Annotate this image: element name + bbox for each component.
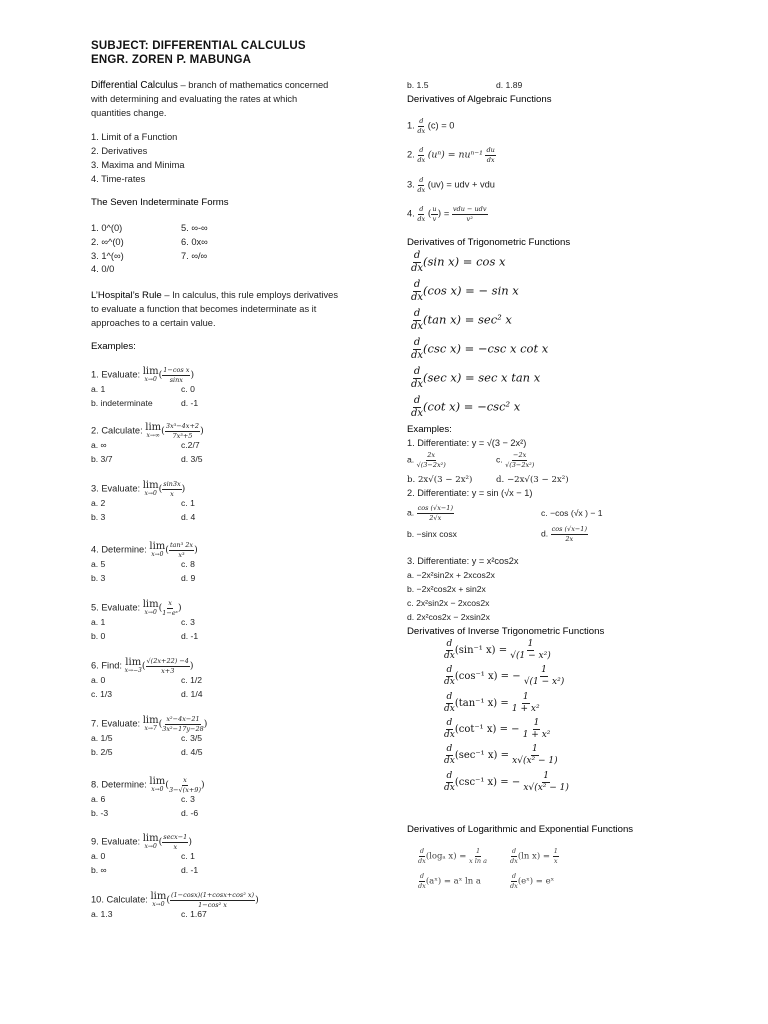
- inverse-formula: [444, 666, 564, 687]
- choice-b: b. indeterminate: [91, 398, 153, 408]
- section-title: Derivatives of Algebraic Functions: [407, 94, 552, 105]
- formula-lhs: (cos⁻¹ x) = −: [454, 671, 521, 682]
- problem-question: 3. Differentiate: y = x²cos2x: [407, 556, 519, 566]
- formula-row: [407, 177, 495, 193]
- choice-b: b. −2x²cos2x + sin2x: [407, 584, 486, 594]
- choice-c: c. 3: [181, 794, 195, 804]
- choice-b: c. 1/3: [91, 689, 113, 699]
- limit-operator: lim x→0: [149, 541, 166, 558]
- choice-a: a. 6: [91, 794, 106, 804]
- ln-formula: $\frac{d}{dx}$ (ln x) = $\frac{1}{x}$: [510, 847, 558, 865]
- formula-number: 3.: [407, 179, 415, 190]
- list-item: 4. 0/0: [91, 264, 115, 274]
- author-name: ENGR. ZOREN P. MABUNGA: [91, 54, 252, 66]
- choice-a: a. 5: [91, 559, 106, 569]
- choice-b: b. 0: [91, 631, 106, 641]
- choice-c: c. $\frac{-2x}{\text{√(3−2x²)}}$: [496, 451, 535, 469]
- choice-a: a. 1: [91, 617, 106, 627]
- choice-c: c. 3: [181, 617, 195, 627]
- d-dx: $\frac{d}{dx}$: [444, 639, 455, 661]
- formula-row: [407, 118, 454, 134]
- problem-label: 4. Determine:: [91, 544, 147, 555]
- formula-rhs: $\frac{1}{\text{x√(x² − 1)}}$: [523, 771, 569, 793]
- d-dx: $\frac{d}{dx}$: [411, 395, 424, 419]
- limit-operator: lim x→7: [142, 715, 159, 732]
- choice-a: a. 1: [91, 384, 106, 394]
- problem-label: 9. Evaluate:: [91, 836, 141, 847]
- formula-rhs: $\frac{1}{\text{√(1 − x²)}}$: [510, 639, 551, 661]
- choice-c: c. 0: [181, 384, 195, 394]
- section-title: Derivatives of Inverse Trigonometric Functions: [407, 626, 605, 637]
- d-dx: $\frac{d}{dx}$: [417, 176, 426, 194]
- section-title: Derivatives of Trigonometric Functions: [407, 237, 571, 248]
- formula-rhs: $\frac{1}{\text{1 + x²}}$: [522, 718, 551, 740]
- choice-d: d. 1/4: [181, 689, 203, 699]
- term-differential-calculus: Differential Calculus: [91, 80, 178, 91]
- quotient-rule: $\frac{\text{vdu − udv}}{\text{v²}}$: [452, 205, 487, 223]
- problem-label: 6. Find:: [91, 660, 123, 671]
- problem-label: 7. Evaluate:: [91, 718, 141, 729]
- limit-expression: $\frac{√(2x+22) -4}{x+3}$: [146, 657, 189, 675]
- choice-c: c. 1.67: [181, 909, 207, 919]
- d-dx: $\frac{d}{dx}$: [411, 337, 424, 361]
- choice-a: a. 2: [91, 498, 106, 508]
- log-formula: $\frac{d}{dx}$ (logₐ x) = $\frac{1}{\text{x ln a}}$: [418, 847, 487, 865]
- d-dx: $\frac{d}{dx}$: [411, 250, 424, 274]
- u-over-v: $\frac{u}{v}$: [432, 205, 437, 223]
- d-dx: $\frac{d}{dx}$: [417, 146, 426, 164]
- choice-c: c. −cos (√x ) − 1: [541, 508, 603, 518]
- choice-b: b. -3: [91, 808, 109, 818]
- trig-formula: [411, 251, 506, 274]
- choice-b: b. 2/5: [91, 747, 113, 757]
- choice-b: b. 3/7: [91, 454, 113, 464]
- trig-formula: [411, 280, 519, 303]
- choice-a: a. 0: [91, 675, 106, 685]
- list-item: 1. Limit of a Function: [91, 132, 178, 142]
- d-dx: $\frac{d}{dx}$: [417, 205, 426, 223]
- limit-operator: lim x→−3: [124, 657, 142, 674]
- inverse-formula: [444, 719, 550, 740]
- formula-lhs: (sin⁻¹ x) =: [454, 645, 508, 656]
- formula-rhs: $\frac{1}{\text{1 + x²}}$: [511, 692, 540, 714]
- choice-c: c. 1: [181, 851, 195, 861]
- exp-a-formula: $\frac{d}{dx}$ (aˣ) = aˣ ln a: [418, 872, 481, 890]
- trig-formula: [411, 396, 520, 419]
- d-dx: $\frac{d}{dx}$: [411, 279, 424, 303]
- formula-number: 2.: [407, 149, 415, 160]
- formula-body: (uⁿ) = nuⁿ⁻¹: [427, 149, 483, 161]
- inverse-formula: [444, 772, 569, 793]
- d-dx: $\frac{d}{dx}$: [444, 718, 455, 740]
- dash: –: [177, 80, 189, 90]
- d-dx: $\frac{d}{dx}$: [411, 366, 424, 390]
- definition-line: branch of mathematics concerned: [188, 80, 329, 90]
- problem-question: [407, 438, 526, 448]
- formula-lhs: (tan⁻¹ x) =: [454, 698, 509, 709]
- choice-c: c. 1/2: [181, 675, 203, 685]
- formula-lhs: (csc⁻¹ x) = −: [454, 777, 521, 788]
- problem-question: 3. Evaluate: lim x→0 ( $\frac{\sin 3x}{x}$ ): [91, 480, 186, 498]
- limit-operator: lim x→0: [142, 366, 159, 383]
- formula-body: (csc x) = −csc x cot x: [423, 341, 549, 356]
- subject-title: SUBJECT: DIFFERENTIAL CALCULUS: [91, 40, 306, 52]
- choice-d: d. 1.89: [496, 80, 523, 90]
- problem-question: 2. Calculate: lim x→∞ ( $\frac{\text{3x³−4x+2}}{\text{7x³+5}}$ ): [91, 422, 204, 440]
- definition-line: with determining and evaluating the rates at which: [91, 94, 298, 104]
- formula-lhs: (sec⁻¹ x) =: [454, 750, 509, 761]
- d-dx: $\frac{d}{dx}$: [417, 117, 426, 135]
- definition-line: quantities change.: [91, 108, 167, 118]
- choice-d: d. -1: [181, 865, 199, 875]
- choice-a: a. $\frac{\cos (√x-1)}{2√x}$: [407, 504, 453, 522]
- exp-e-formula: $\frac{d}{dx}$ (eˣ) = eˣ: [510, 872, 555, 890]
- equals: =: [443, 208, 450, 219]
- problem-label: 1. Evaluate:: [91, 369, 141, 380]
- choice-a: a. 1/5: [91, 733, 113, 743]
- choice-d: d. $\frac{\cos (√x-1)}{2x}$: [541, 525, 587, 543]
- definition-line: – In calculus, this rule employs derivatives: [164, 290, 338, 300]
- choice-d: d. 4/5: [181, 747, 203, 757]
- formula-body: (sec x) = sec x tan x: [423, 370, 541, 385]
- list-item: 2. ∞^(0): [91, 237, 124, 247]
- trig-formula: [411, 309, 512, 332]
- limit-expression: $\frac{\sin 3x}{x}$: [163, 480, 181, 498]
- d-dx: $\frac{d}{dx}$: [444, 665, 455, 687]
- definition-line: approaches to a certain value.: [91, 318, 216, 328]
- formula-lhs: (cot⁻¹ x) = −: [454, 724, 520, 735]
- formula-body: (sin x) = cos x: [423, 254, 506, 269]
- limit-operator: lim x→0: [150, 891, 167, 908]
- limit-operator: lim x→0: [142, 833, 159, 850]
- limit-expression: $\frac{\text{1−cos x}}{\sin x}$: [163, 366, 190, 384]
- inverse-formula: [444, 745, 558, 766]
- list-item: 7. ∞/∞: [181, 251, 208, 261]
- d-dx: $\frac{d}{dx}$: [444, 692, 455, 714]
- choice-c: c.2/7: [181, 440, 200, 450]
- section-title: The Seven Indeterminate Forms: [91, 197, 229, 208]
- trig-formula: [411, 367, 540, 390]
- choice-d: d. -1: [181, 398, 199, 408]
- choice-a: a. $\frac{2x}{\text{√(3−2x²)}}$: [407, 451, 446, 469]
- problem-question: 2. Differentiate: y = sin (√x − 1): [407, 488, 533, 498]
- problem-question: 6. Find: lim x→−3 ( $\frac{√(2x+22) -4}{x+3}$ ): [91, 657, 194, 675]
- choice-a: a. 0: [91, 851, 106, 861]
- formula-number: 1.: [407, 120, 415, 131]
- limit-expression: $\frac{\text{(1−cosx)(1+cosx+cos² x)}}{\text{1−cos² x}}$: [170, 891, 255, 909]
- section-title: Derivatives of Logarithmic and Exponential Functions: [407, 824, 634, 835]
- choice-d: d. 2x²cos2x − 2xsin2x: [407, 612, 490, 622]
- formula-body: (c) = 0: [427, 120, 455, 131]
- formula-row: [407, 147, 496, 163]
- formula-body: (uv) = udv + vdu: [427, 179, 495, 190]
- choice-c: c. 8: [181, 559, 195, 569]
- problem-question: 1. Evaluate: lim x→0 ( $\frac{\text{1−cos x}}{\sin x}$ ): [91, 366, 195, 384]
- list-item: 3. Maxima and Minima: [91, 160, 185, 170]
- choice-c: c. 1: [181, 498, 195, 508]
- examples-heading: Examples:: [407, 424, 452, 435]
- formula-rhs: $\frac{1}{\text{x√(x² − 1)}}$: [512, 744, 558, 766]
- formula-number: 4.: [407, 208, 415, 219]
- problem-question: 4. Determine: lim x→0 ( $\frac{\text{tan³ 2x}}{\text{x³}}$ ): [91, 541, 198, 559]
- examples-heading: Examples:: [91, 341, 136, 352]
- limit-operator: lim x→∞: [145, 422, 162, 439]
- choice-c: c. 2x²sin2x − 2xcos2x: [407, 598, 490, 608]
- d-dx: $\frac{d}{dx}$: [444, 771, 455, 793]
- list-item: 4. Time-rates: [91, 174, 146, 184]
- list-item: 5. ∞-∞: [181, 223, 208, 233]
- choice-c: c. 3/5: [181, 733, 203, 743]
- formula-rhs: $\frac{1}{\text{√(1 − x²)}}$: [523, 665, 565, 687]
- list-item: 2. Derivatives: [91, 146, 148, 156]
- choice-b: b. −sinx cosx: [407, 529, 457, 539]
- problem-label: 5. Evaluate:: [91, 602, 141, 613]
- trig-formula: [411, 338, 548, 361]
- inverse-formula: [444, 693, 540, 714]
- formula-body: (cos x) = − sin x: [423, 283, 519, 298]
- choice-b: b. 2x√(3 − 2x²): [407, 475, 473, 485]
- d-dx: $\frac{d}{dx}$: [411, 308, 424, 332]
- d-dx: $\frac{d}{dx}$: [444, 744, 455, 766]
- problem-question: 7. Evaluate: lim x→7 ( $\frac{\text{x²−4x−21}}{\text{3x²−17y−28}}$ ): [91, 715, 208, 733]
- formula-body: (tan x) = sec² x: [423, 312, 512, 327]
- choice-d: d. 9: [181, 573, 196, 583]
- choice-b: b. 3: [91, 573, 106, 583]
- choice-d: d. 3/5: [181, 454, 203, 464]
- definition-line: to evaluate a function that becomes indeterminate as it: [91, 304, 317, 314]
- limit-expression: $\frac{\text{tan³ 2x}}{\text{x³}}$: [169, 541, 194, 559]
- choice-d: d. 4: [181, 512, 196, 522]
- inverse-formula: [444, 640, 551, 661]
- term-lhospital: L’Hospital’s Rule: [91, 290, 162, 301]
- choice-b: b. 3: [91, 512, 106, 522]
- problem-label: 2. Calculate:: [91, 425, 143, 436]
- choice-a: a. ∞: [91, 440, 107, 450]
- limit-expression: $\frac{\text{x²−4x−21}}{\text{3x²−17y−28}}$: [162, 715, 204, 733]
- list-item: 3. 1^(∞): [91, 251, 124, 261]
- du-dx: $\frac{du}{dx}$: [486, 146, 495, 164]
- problem-question: 8. Determine: lim x→0 ( $\frac{x}{3-√(x+9)}$ ): [91, 776, 205, 794]
- limit-expression: $\frac{x}{\text{1−eˣ}}$: [162, 599, 178, 617]
- list-item: 6. 0x∞: [181, 237, 208, 247]
- limit-expression: $\frac{\sec x-1}{x}$: [163, 833, 188, 851]
- choice-b: b. ∞: [91, 865, 107, 875]
- limit-operator: lim x→0: [142, 599, 159, 616]
- problem-text: 1. Differentiate: y = √(3 − 2x²): [407, 438, 527, 448]
- choice-b: b. 1.5: [407, 80, 429, 90]
- choice-a: a. 1.3: [91, 909, 113, 919]
- choice-d: d. -6: [181, 808, 199, 818]
- problem-question: 5. Evaluate: lim x→0 ( $\frac{x}{\text{1−eˣ}}$ ): [91, 599, 182, 617]
- choice-a: a. −2x²sin2x + 2xcos2x: [407, 570, 495, 580]
- problem-label: 10. Calculate:: [91, 894, 148, 905]
- limit-operator: lim x→0: [142, 480, 159, 497]
- list-item: 1. 0^(0): [91, 223, 123, 233]
- formula-body: (cot x) = −csc² x: [423, 399, 521, 414]
- problem-label: 3. Evaluate:: [91, 483, 141, 494]
- choice-d: d. -1: [181, 631, 199, 641]
- problem-question: 9. Evaluate: lim x→0 ( $\frac{\sec x-1}{x}$ ): [91, 833, 192, 851]
- limit-expression: $\frac{\text{3x³−4x+2}}{\text{7x³+5}}$: [165, 422, 200, 440]
- problem-question: 10. Calculate: lim x→0 ( $\frac{\text{(1−cosx)(1+cosx+cos² x)}}{\text{1−cos² x}}$ ): [91, 891, 259, 909]
- formula-row: 4. $\frac{d}{dx}$ ( $\frac{u}{v}$ ) = $\frac{\text{vdu − udv}}{\text{v²}}$: [407, 205, 487, 223]
- limit-operator: lim x→0: [149, 776, 166, 793]
- problem-label: 8. Determine:: [91, 779, 147, 790]
- choice-d: d. −2x√(3 − 2x²): [496, 475, 569, 485]
- limit-expression: $\frac{x}{3-√(x+9)}$: [168, 776, 201, 794]
